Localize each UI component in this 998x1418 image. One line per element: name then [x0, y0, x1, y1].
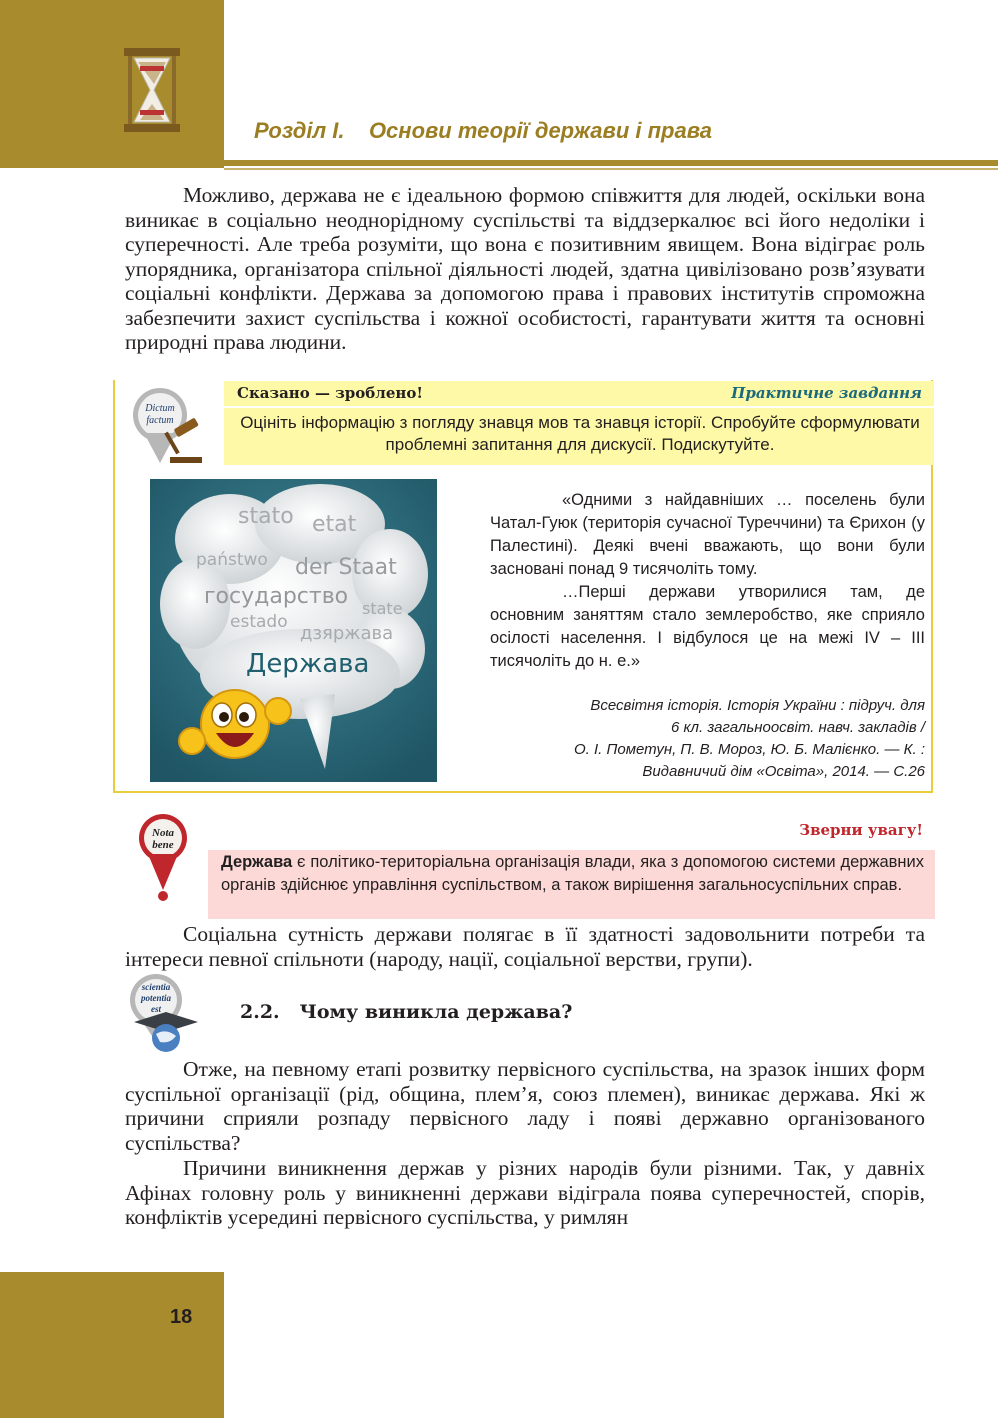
body-paragraph: Отже, на певному етапі розвитку первісного суспільства, на зразок інших форм суспільної організації (рід, община, плем’я, союз племен), виникає держава. Які ж причини сприяли розпаду первісного ладу і появі державно організованого суспільства?	[125, 1057, 925, 1155]
subsection-title: 2.2. Чому виникла держава?	[240, 1001, 573, 1023]
attention-label: Зверни увагу!	[799, 821, 923, 839]
citation	[490, 695, 925, 783]
cloud-word-dzyarzhava: дзяржава	[300, 623, 394, 644]
cloud-word-state: state	[362, 599, 403, 618]
dictum-text-1: Dictum	[145, 403, 175, 414]
nota-bene-icon	[136, 812, 190, 902]
definition-term: Держава	[221, 853, 293, 871]
cloud-word-der-staat: der Staat	[295, 555, 397, 580]
body-paragraph: Соціальна сутність держави полягає в її здатності задовольнити потреби та інтереси певної спільноти (народу, нації, соціальної верстви, групи).	[125, 922, 925, 971]
citation-line: Видавничий дім «Освіта», 2014. — С.26	[642, 763, 925, 780]
definition-body: є політико-територіальна організація влади, яка з допомогою системи державних органів здійснює управління суспільством, а також вирішення загальносуспільних справ.	[221, 853, 924, 894]
page-number: 18	[170, 1306, 193, 1328]
citation-line: О. І. Пометун, П. В. Мороз, Ю. Б. Малієнко. — К. :	[574, 741, 925, 758]
header-gold-block	[0, 0, 224, 168]
word-cloud-image	[150, 479, 437, 782]
citation-line: 6 кл. загальноосвіт. навч. закладів /	[670, 719, 925, 736]
gavel-icon	[130, 385, 208, 467]
task-divider	[224, 406, 934, 408]
body-paragraph: Можливо, держава не є ідеальною формою співжиття для людей, оскільки вона виникає в соціально неоднорідному суспільстві та віддзеркалює всі його недоліки і суперечності. Але треба розуміти, що вона є позитивним явищем. Вона відіграє роль упорядника, організатора спільної діяльності людей, здатна цивілізовано розв’язувати соціальні конфлікти. Держава за допомогою права і правових інститутів спроможна забезпечити захист суспільства і кожної особистості, гарантувати життя та основні природні права людини.	[125, 183, 925, 354]
body-paragraph: Причини виникнення держав у різних народів були різними. Так, у давніх Афінах головну роль у виникненні держави відіграла поява суперечностей, спорів, конфліктів усередині первісного суспільства, у римлян	[125, 1156, 925, 1229]
task-text: Оцініть інформацію з погляду знавця мов та знавця історії. Спробуйте сформулювати проблемні запитання для дискусії. Подискутуйте.	[240, 413, 920, 454]
cloud-word-panstwo: państwo	[196, 550, 268, 570]
cloud-word-etat: etat	[312, 512, 357, 537]
scientia-text-2: potentia	[140, 993, 172, 1003]
cloud-word-estado: estado	[230, 612, 288, 632]
scientia-text-3: est	[151, 1004, 161, 1014]
header-rule-thin	[224, 168, 998, 170]
footer-gold-block	[0, 1272, 224, 1418]
section-title: Розділ І. Основи теорії держави і права	[254, 118, 712, 143]
citation-line: Всесвітня історія. Історія України : підруч. для	[590, 697, 925, 714]
dictum-text-2: factum	[146, 415, 174, 426]
definition-text	[221, 851, 924, 896]
header-rule	[224, 160, 998, 166]
cloud-word-derzhava: Держава	[246, 649, 370, 679]
nota-text-1: Nota	[152, 827, 174, 839]
cloud-word-gosudarstvo: государство	[204, 584, 349, 609]
hourglass-icon	[122, 46, 182, 134]
quote-paragraph-1: «Одними з найдавніших … поселень були Чатал-Гуюк (територія сучасної Туреччини) та Єрихон (у Палестині). Деякі вчені вважають, що вони були засновані понад 9 тисячоліть тому.	[490, 491, 925, 578]
nota-text-2: bene	[152, 839, 174, 851]
quote-block	[490, 489, 925, 673]
scientia-text-1: scientia	[141, 982, 171, 992]
task-left-label: Сказано — зроблено!	[237, 384, 423, 402]
task-right-label: Практичне завдання	[731, 384, 922, 402]
quote-paragraph-2: …Перші держави утворилися там, де основним заняттям стало землеробство, яке сприяло осілості населення. І відбулося це на межі IV – III тисячоліть до н. е.»	[490, 583, 925, 670]
cloud-word-stato: stato	[238, 504, 294, 529]
scientia-icon	[126, 972, 204, 1054]
